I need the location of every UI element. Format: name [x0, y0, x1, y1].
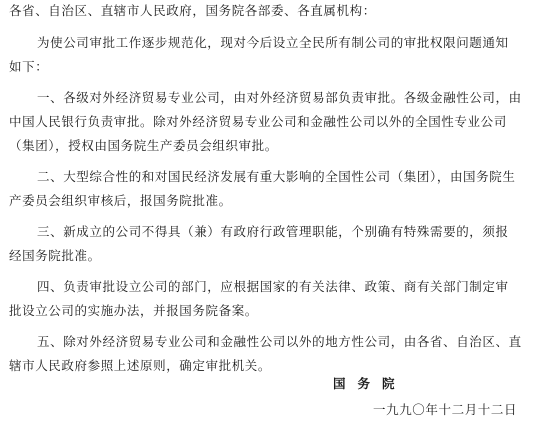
item2-line-1: 二、大型综合性的和对国民经济发展有重大影响的全国性公司（集团），由国务院生 [37, 169, 516, 184]
item4-line-1: 四、负责审批设立公司的部门，应根据国家的有关法律、政策、商有关部门制定审 [37, 279, 509, 294]
item5-line-2: 辖市人民政府参照上述原则，确定审批机关。 [9, 358, 272, 373]
intro-line-2: 如下： [9, 59, 49, 74]
item1-line-1: 一、各级对外经济贸易专业公司，由对外经济贸易部负责审批。各级金融性公司，由 [37, 90, 522, 105]
signature-issuer: 国务院 [333, 376, 407, 391]
item3-line-2: 经国务院批准。 [9, 248, 101, 263]
signature-date: 一九九〇年十二月十二日 [373, 402, 518, 417]
intro-line-1: 为使公司审批工作逐步规范化，现对今后设立全民所有制公司的审批权限问题通知 [37, 35, 509, 50]
item3-line-1: 三、新成立的公司不得具（兼）有政府行政管理职能，个别确有特殊需要的，须报 [37, 224, 509, 239]
item1-line-2: 中国人民银行负责审批。除对外经济贸易专业公司和金融性公司以外的全国性专业公司 [9, 114, 507, 129]
item1-line-3: （集团），授权由国务院生产委员会组织审批。 [9, 138, 278, 153]
addressee-line: 各省、自治区、直辖市人民政府，国务院各部委、各直属机构： [9, 3, 376, 18]
item4-line-2: 批设立公司的实施办法，并报国务院备案。 [9, 303, 258, 318]
item2-line-2: 产委员会组织审核后，报国务院批准。 [9, 193, 232, 208]
item5-line-1: 五、除对外经济贸易专业公司和金融性公司以外的地方性公司，由各省、自治区、直 [37, 334, 522, 349]
